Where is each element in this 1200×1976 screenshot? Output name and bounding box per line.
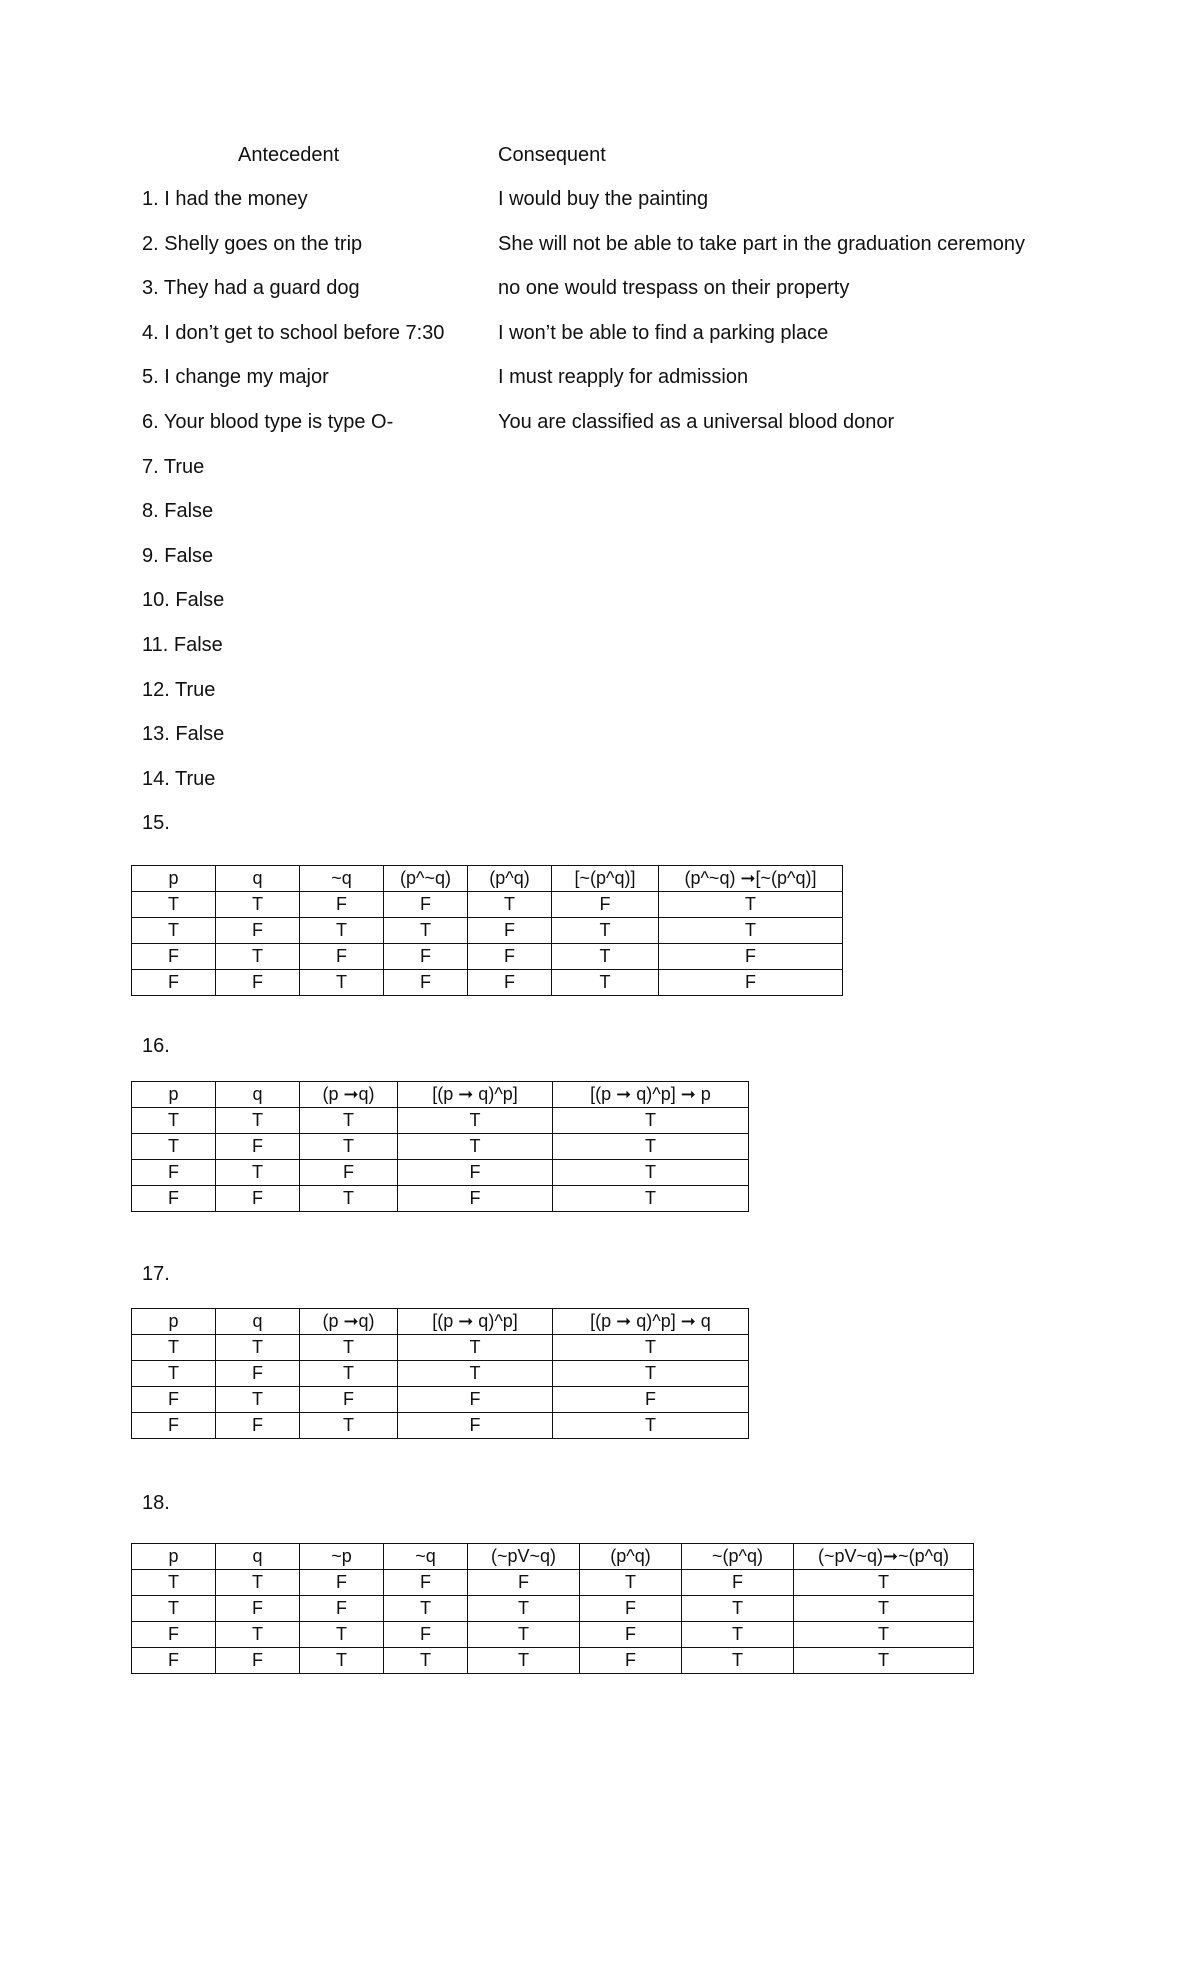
table-cell: F — [132, 1186, 216, 1212]
column-header: (p ➞q) — [300, 1082, 398, 1108]
column-header: q — [216, 1082, 300, 1108]
column-header: (~pV~q) — [468, 1544, 580, 1570]
consequent-1: I would buy the painting — [498, 188, 709, 210]
table-cell: F — [552, 892, 659, 918]
table-cell: T — [300, 1134, 398, 1160]
consequent-header: Consequent — [498, 144, 606, 166]
answer-13: 13. False — [142, 723, 225, 745]
column-header: q — [216, 866, 300, 892]
table-cell: T — [398, 1108, 553, 1134]
table-cell: F — [300, 1160, 398, 1186]
consequent-4: I won’t be able to find a parking place — [498, 322, 829, 344]
table-cell: T — [580, 1570, 682, 1596]
table-cell: F — [384, 892, 468, 918]
truth-table-17 — [131, 1308, 749, 1439]
table-cell: F — [300, 1387, 398, 1413]
table-cell: T — [132, 1134, 216, 1160]
table-cell: T — [553, 1361, 749, 1387]
table-cell: T — [132, 1570, 216, 1596]
antecedent-4: 4. I don’t get to school before 7:30 — [142, 322, 445, 344]
table-row — [132, 1108, 749, 1134]
column-header: (p^~q) ➞[~(p^q)] — [659, 866, 843, 892]
truth-table-15 — [131, 865, 843, 996]
table-cell: F — [216, 1361, 300, 1387]
table-cell: T — [132, 1108, 216, 1134]
table-cell: T — [682, 1596, 794, 1622]
consequent-2: She will not be able to take part in the graduation ceremony — [498, 233, 1025, 255]
table-cell: T — [300, 1622, 384, 1648]
column-header: [(p ➞ q)^p] — [398, 1309, 553, 1335]
table-row — [132, 1361, 749, 1387]
table-cell: F — [300, 1570, 384, 1596]
table-cell: F — [468, 970, 552, 996]
column-header: [~(p^q)] — [552, 866, 659, 892]
table-cell: T — [384, 1596, 468, 1622]
table-row — [132, 1596, 974, 1622]
table-cell: F — [384, 1622, 468, 1648]
table-cell: F — [659, 944, 843, 970]
table-cell: F — [553, 1387, 749, 1413]
consequent-3: no one would trespass on their property — [498, 277, 850, 299]
table-row — [132, 1648, 974, 1674]
table-cell: T — [216, 1160, 300, 1186]
column-header: (~pV~q)➞~(p^q) — [794, 1544, 974, 1570]
table-cell: F — [216, 970, 300, 996]
table-cell: F — [384, 944, 468, 970]
table-row — [132, 944, 843, 970]
column-header: ~q — [300, 866, 384, 892]
table-cell: T — [794, 1596, 974, 1622]
column-header: p — [132, 1544, 216, 1570]
table-cell: T — [300, 918, 384, 944]
table-row — [132, 970, 843, 996]
table-cell: T — [553, 1335, 749, 1361]
table-cell: F — [300, 1596, 384, 1622]
truth-table-16 — [131, 1081, 749, 1212]
table-cell: T — [553, 1134, 749, 1160]
table-cell: T — [216, 1108, 300, 1134]
table-cell: T — [300, 1648, 384, 1674]
answer-14: 14. True — [142, 768, 216, 790]
table-cell: F — [659, 970, 843, 996]
table-15-label: 15. — [142, 812, 170, 834]
consequent-5: I must reapply for admission — [498, 366, 749, 388]
table-cell: T — [468, 892, 552, 918]
table-cell: F — [468, 918, 552, 944]
table-cell: F — [300, 944, 384, 970]
column-header: q — [216, 1544, 300, 1570]
table-cell: F — [398, 1160, 553, 1186]
table-cell: F — [398, 1186, 553, 1212]
table-cell: T — [132, 1361, 216, 1387]
table-cell: T — [384, 1648, 468, 1674]
table-cell: F — [132, 970, 216, 996]
table-cell: F — [682, 1570, 794, 1596]
table-cell: T — [552, 944, 659, 970]
table-cell: F — [216, 918, 300, 944]
table-cell: T — [398, 1335, 553, 1361]
table-cell: T — [553, 1108, 749, 1134]
table-row — [132, 1622, 974, 1648]
table-row — [132, 1413, 749, 1439]
table-cell: F — [580, 1596, 682, 1622]
table-cell: T — [468, 1596, 580, 1622]
table-cell: T — [132, 918, 216, 944]
column-header: (p ➞q) — [300, 1309, 398, 1335]
table-row — [132, 1160, 749, 1186]
table-row — [132, 1335, 749, 1361]
table-cell: F — [468, 1570, 580, 1596]
table-cell: F — [384, 1570, 468, 1596]
column-header: p — [132, 1082, 216, 1108]
table-cell: T — [300, 1186, 398, 1212]
table-cell: F — [132, 1387, 216, 1413]
column-header: (p^q) — [580, 1544, 682, 1570]
table-16-label: 16. — [142, 1035, 170, 1057]
column-header: ~p — [300, 1544, 384, 1570]
table-cell: T — [794, 1622, 974, 1648]
antecedent-2: 2. Shelly goes on the trip — [142, 233, 363, 255]
answer-9: 9. False — [142, 545, 214, 567]
antecedent-3: 3. They had a guard dog — [142, 277, 360, 299]
table-row — [132, 1570, 974, 1596]
table-cell: T — [216, 1622, 300, 1648]
antecedent-5: 5. I change my major — [142, 366, 329, 388]
answer-11: 11. False — [142, 634, 223, 656]
table-cell: F — [300, 892, 384, 918]
table-cell: T — [682, 1648, 794, 1674]
table-header-row — [132, 1544, 974, 1570]
column-header: [(p ➞ q)^p] ➞ q — [553, 1309, 749, 1335]
table-cell: T — [216, 1387, 300, 1413]
answer-8: 8. False — [142, 500, 214, 522]
column-header: [(p ➞ q)^p] ➞ p — [553, 1082, 749, 1108]
table-cell: F — [580, 1648, 682, 1674]
column-header: ~(p^q) — [682, 1544, 794, 1570]
table-cell: F — [580, 1622, 682, 1648]
truth-table-18 — [131, 1543, 974, 1674]
table-cell: F — [216, 1413, 300, 1439]
column-header: p — [132, 1309, 216, 1335]
table-header-row — [132, 866, 843, 892]
table-cell: T — [216, 1335, 300, 1361]
table-row — [132, 1387, 749, 1413]
table-cell: F — [384, 970, 468, 996]
answer-7: 7. True — [142, 456, 205, 478]
table-cell: T — [553, 1413, 749, 1439]
table-row — [132, 918, 843, 944]
antecedent-header: Antecedent — [238, 144, 340, 166]
column-header: p — [132, 866, 216, 892]
table-cell: T — [398, 1361, 553, 1387]
table-cell: F — [132, 1648, 216, 1674]
table-cell: F — [132, 944, 216, 970]
table-cell: T — [132, 892, 216, 918]
column-header: q — [216, 1309, 300, 1335]
column-header: (p^~q) — [384, 866, 468, 892]
table-cell: T — [384, 918, 468, 944]
table-cell: T — [659, 918, 843, 944]
table-cell: F — [132, 1622, 216, 1648]
table-cell: T — [794, 1648, 974, 1674]
table-cell: T — [659, 892, 843, 918]
table-cell: T — [132, 1596, 216, 1622]
table-cell: T — [468, 1622, 580, 1648]
antecedent-1: 1. I had the money — [142, 188, 308, 210]
antecedent-6: 6. Your blood type is type O- — [142, 411, 394, 433]
answer-10: 10. False — [142, 589, 225, 611]
table-header-row — [132, 1082, 749, 1108]
table-cell: T — [216, 1570, 300, 1596]
table-cell: T — [552, 970, 659, 996]
column-header: [(p ➞ q)^p] — [398, 1082, 553, 1108]
table-cell: F — [216, 1648, 300, 1674]
table-row — [132, 1186, 749, 1212]
table-cell: F — [468, 944, 552, 970]
table-cell: F — [398, 1387, 553, 1413]
table-cell: T — [300, 1335, 398, 1361]
table-row — [132, 1134, 749, 1160]
column-header: (p^q) — [468, 866, 552, 892]
table-row — [132, 892, 843, 918]
table-cell: F — [132, 1160, 216, 1186]
table-cell: T — [300, 1361, 398, 1387]
table-cell: T — [216, 892, 300, 918]
table-cell: F — [398, 1413, 553, 1439]
table-cell: T — [682, 1622, 794, 1648]
table-cell: T — [300, 970, 384, 996]
table-cell: T — [468, 1648, 580, 1674]
table-cell: F — [216, 1134, 300, 1160]
table-cell: T — [553, 1160, 749, 1186]
table-cell: T — [552, 918, 659, 944]
table-cell: T — [216, 944, 300, 970]
table-17-label: 17. — [142, 1263, 170, 1285]
table-cell: T — [553, 1186, 749, 1212]
table-cell: T — [300, 1413, 398, 1439]
answer-12: 12. True — [142, 679, 216, 701]
table-cell: T — [398, 1134, 553, 1160]
consequent-6: You are classified as a universal blood donor — [498, 411, 895, 433]
table-cell: F — [216, 1596, 300, 1622]
table-cell: T — [794, 1570, 974, 1596]
table-header-row — [132, 1309, 749, 1335]
table-cell: T — [300, 1108, 398, 1134]
column-header: ~q — [384, 1544, 468, 1570]
table-cell: T — [132, 1335, 216, 1361]
table-18-label: 18. — [142, 1492, 170, 1514]
table-cell: F — [132, 1413, 216, 1439]
table-cell: F — [216, 1186, 300, 1212]
